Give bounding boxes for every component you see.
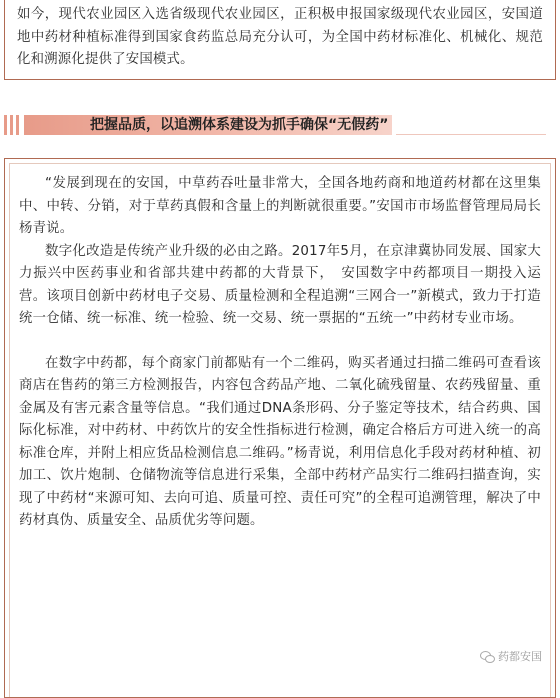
- intro-box: [4, 0, 556, 80]
- article-box: [4, 158, 556, 698]
- watermark-text: 药都安国: [498, 650, 542, 663]
- paragraph-quote: “发展到现在的安国，中草药吞吐量非常大，全国各地药商和地道药材都在这里集中、中转、分销，对于草药真假和含量上的判断就很重要。”安国市市场监督管理局局长杨青说。: [19, 176, 541, 236]
- section-title: 把握品质，以追溯体系建设为抓手确保“无假药”: [90, 117, 389, 133]
- paragraph-digital: 数字化改造是传统产业升级的必由之路。2017年5月，在京津冀协同发展、国家大力振兴中医药事业和省部共建中药都的大背景下， 安国数字中药都项目一期投入运营。该项目创新中药材电子交易、质量检测和全程追溯“三网合一”新模式，致力于打造统一仓储、统一标准、统一检验、统一交易、统一票据的“五统一”中药材专业市场。: [19, 243, 541, 326]
- section-heading: [4, 110, 556, 140]
- paragraph-qrcode: 在数字中药都，每个商家门前都贴有一个二维码，购买者通过扫描二维码可查看该商店在售药的第三方检测报告，内容包含药品产地、二氧化硫残留量、农药残留量、重金属及有害元素含量等信息。“我们通过DNA条形码、分子鉴定等技术，结合药典、国际化标准，对中药材、中药饮片的安全性指标进行检测，确定合格后方可进入统一的高标准仓库，并附上相应货品检测信息二维码。”杨青说，利用信息化手段对药材种植、初加工、饮片炮制、仓储物流等信息进行采集，全部中药材产品实行二维码扫描查询，实现了中药材“来源可知、去向可追、质量可控、责任可究”的全程可追溯管理，解决了中药材真伪、质量安全、品质优劣等问题。: [19, 355, 541, 528]
- paragraph-gap: [19, 331, 541, 353]
- wechat-icon: [480, 651, 494, 662]
- heading-divider: [396, 134, 546, 135]
- watermark: [480, 648, 542, 664]
- heading-stripes: [4, 115, 22, 135]
- intro-paragraph: 如今，现代农业园区入选省级现代农业园区，正积极申报国家级现代农业园区，安国道地中药材种植标准得到国家食药监总局充分认可，为全国中药材标准化、机械化、规范化和溯源化提供了安国模式。: [17, 7, 543, 67]
